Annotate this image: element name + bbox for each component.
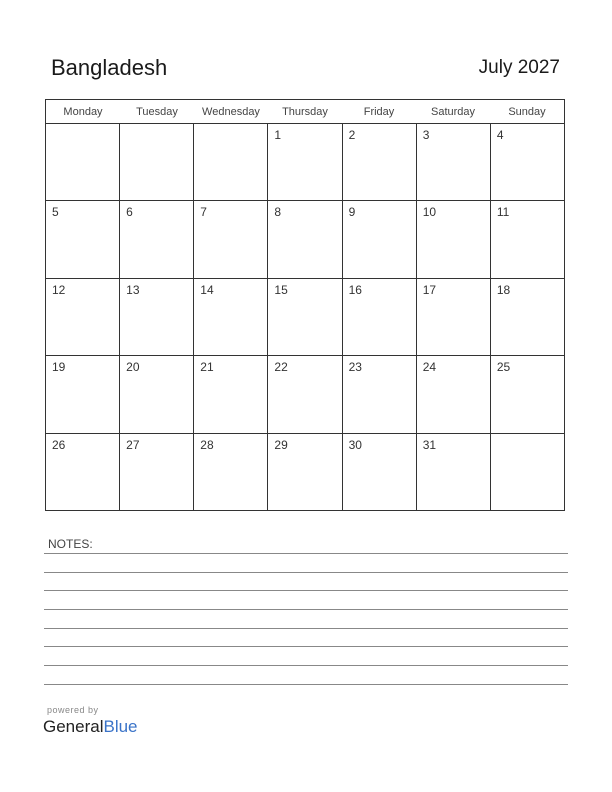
day-number: 6: [126, 205, 133, 220]
note-line: [44, 646, 568, 647]
day-cell: [194, 356, 268, 432]
month-year-title: July 2027: [478, 57, 560, 78]
day-cell: [491, 356, 564, 432]
day-number: 23: [348, 360, 362, 375]
day-number: 21: [200, 360, 214, 375]
day-number: 13: [126, 282, 140, 297]
day-number: 5: [52, 205, 59, 220]
country-title: Bangladesh: [51, 55, 168, 80]
notes-label: NOTES:: [48, 537, 93, 551]
day-number: 10: [422, 205, 437, 220]
note-line: [44, 665, 568, 666]
day-number: 31: [422, 437, 437, 452]
day-cell: [343, 201, 417, 277]
day-cell: [417, 434, 491, 510]
day-number: 11: [496, 205, 510, 220]
weekday-monday: Monday: [63, 106, 103, 118]
day-number: 22: [274, 360, 288, 375]
generalblue-logo: [43, 717, 138, 737]
week-row: [46, 356, 564, 433]
day-cell: [46, 124, 120, 200]
week-row: [46, 201, 564, 278]
day-number: 25: [496, 360, 511, 375]
powered-by-text: powered by: [47, 705, 99, 715]
day-number: 18: [496, 282, 511, 297]
day-cell: [120, 279, 194, 355]
day-number: 1: [274, 128, 282, 142]
day-number: 24: [422, 360, 437, 375]
note-line: [44, 553, 568, 554]
day-number: 30: [348, 437, 362, 452]
note-line: [44, 628, 568, 629]
day-number: 2: [348, 128, 356, 142]
day-number: 29: [274, 437, 288, 452]
note-line: [44, 684, 568, 685]
day-number: 15: [274, 282, 288, 297]
day-cell: [194, 434, 268, 510]
note-line: [44, 609, 568, 610]
day-number: 7: [200, 205, 207, 220]
day-number: 27: [126, 437, 140, 452]
day-number: 19: [52, 360, 66, 375]
day-cell: [120, 124, 194, 200]
day-number: 17: [422, 282, 437, 297]
note-line: [44, 572, 568, 573]
weekday-sunday: Sunday: [508, 106, 546, 118]
weekday-thursday: Thursday: [282, 106, 328, 118]
day-cell: [491, 124, 564, 200]
day-cell: [491, 201, 564, 277]
weekday-header-row: [46, 100, 564, 124]
day-number: 26: [52, 437, 66, 452]
day-cell: [417, 124, 491, 200]
day-number: 20: [126, 360, 140, 375]
week-row: [46, 434, 564, 510]
day-cell: [120, 356, 194, 432]
day-cell: [46, 201, 120, 277]
day-cell: [343, 434, 417, 510]
day-cell: [120, 201, 194, 277]
day-cell: [268, 356, 342, 432]
day-number: 28: [200, 437, 214, 452]
day-cell: [268, 279, 342, 355]
weeks-container: [46, 124, 564, 510]
weekday-wednesday: Wednesday: [202, 106, 260, 118]
day-number: 3: [422, 128, 430, 142]
day-cell: [417, 201, 491, 277]
day-cell: [417, 279, 491, 355]
day-cell: [491, 279, 564, 355]
day-cell: [194, 201, 268, 277]
day-number: 16: [348, 282, 362, 297]
day-cell: [343, 124, 417, 200]
weekday-tuesday: Tuesday: [136, 106, 178, 118]
day-cell: [46, 356, 120, 432]
note-line: [44, 590, 568, 591]
day-cell: [343, 279, 417, 355]
day-number: 14: [200, 282, 214, 297]
weekday-friday: Friday: [363, 106, 395, 118]
day-cell: [343, 356, 417, 432]
day-number: 8: [274, 205, 282, 220]
day-number: 12: [52, 282, 66, 297]
day-cell: [268, 124, 342, 200]
week-row: [46, 279, 564, 356]
day-number: 4: [496, 128, 504, 142]
weekday-saturday: Saturday: [430, 106, 476, 118]
day-number: 9: [348, 205, 356, 220]
week-row: [46, 124, 564, 201]
calendar-grid: [45, 99, 565, 511]
day-cell: [194, 279, 268, 355]
day-cell: [120, 434, 194, 510]
day-cell: [194, 124, 268, 200]
day-cell: [268, 201, 342, 277]
day-cell: [491, 434, 564, 510]
day-cell: [268, 434, 342, 510]
day-cell: [46, 279, 120, 355]
brand-blue: Blue: [103, 717, 138, 736]
day-cell: [46, 434, 120, 510]
brand-general: General: [43, 717, 104, 736]
day-cell: [417, 356, 491, 432]
